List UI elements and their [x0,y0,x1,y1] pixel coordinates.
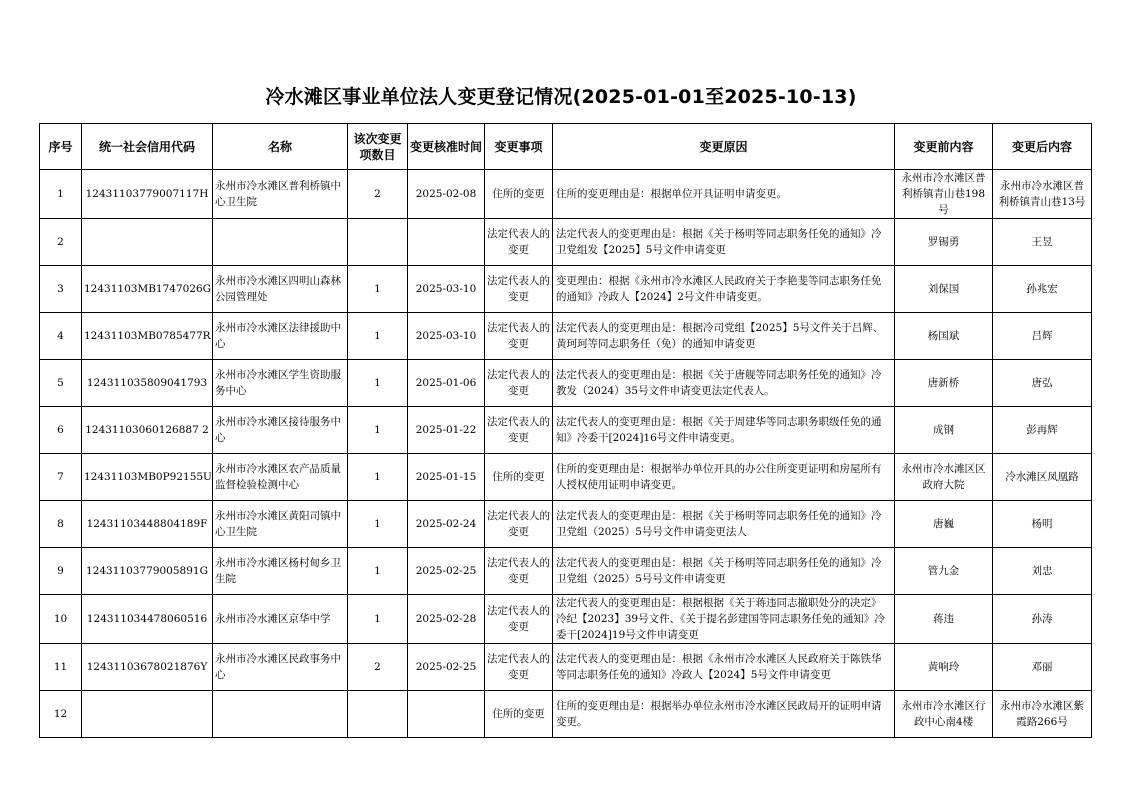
change-reason-cell: 住所的变更理由是：根据举办单位永州市冷水滩区民政局开的证明申请变更。 [553,691,895,738]
row-number: 4 [40,313,82,360]
approval-date-cell [408,691,485,738]
credit-code-cell: 12431103MB0P92155U [82,454,213,501]
content-before-cell: 刘保国 [895,266,993,313]
content-after-cell: 永州市冷水滩区紫霞路266号 [993,691,1092,738]
column-header: 统一社会信用代码 [82,124,213,170]
content-after-cell: 刘忠 [993,548,1092,595]
approval-date-cell: 2025-01-22 [408,407,485,454]
change-count-cell: 2 [348,644,408,691]
change-reason-cell: 法定代表人的变更理由是：根据根据《关于蒋违同志撤职处分的决定》冷纪【2023】39号文件、《关于提名彭建国等同志职务任免的通知》冷委干[2024]19号文件申请变更 [553,595,895,644]
credit-code-cell: 12431103MB1747026G [82,266,213,313]
content-before-cell: 唐新桥 [895,360,993,407]
registration-table [39,123,1092,738]
unit-name-cell: 永州市冷水滩区民政事务中心 [213,644,348,691]
change-count-cell: 1 [348,595,408,644]
change-item-cell: 住所的变更 [485,691,553,738]
credit-code-cell: 12431103060126887 2 [82,407,213,454]
row-number: 12 [40,691,82,738]
content-after-cell: 王昱 [993,219,1092,266]
content-after-cell: 吕辉 [993,313,1092,360]
unit-name-cell: 永州市冷水滩区学生资助服务中心 [213,360,348,407]
content-before-cell: 永州市冷水滩区区政府大院 [895,454,993,501]
content-after-cell: 彭再辉 [993,407,1092,454]
change-count-cell: 1 [348,313,408,360]
row-number: 9 [40,548,82,595]
change-reason-cell: 法定代表人的变更理由是：根据《关于唐舰等同志职务任免的通知》冷教发（2024）35号文件申请变更法定代表人。 [553,360,895,407]
table-row [40,219,1092,266]
credit-code-cell: 12431103448804189F [82,501,213,548]
change-item-cell: 法定代表人的变更 [485,360,553,407]
column-header: 变更核准时间 [408,124,485,170]
unit-name-cell: 永州市冷水滩区四明山森林公园管理处 [213,266,348,313]
content-before-cell: 管九金 [895,548,993,595]
content-before-cell: 唐巍 [895,501,993,548]
table-row [40,360,1092,407]
table-row [40,454,1092,501]
change-item-cell: 法定代表人的变更 [485,501,553,548]
approval-date-cell: 2025-02-25 [408,548,485,595]
row-number: 11 [40,644,82,691]
content-before-cell: 蒋违 [895,595,993,644]
credit-code-cell: 12431103678021876Y [82,644,213,691]
column-header: 序号 [40,124,82,170]
table-row [40,644,1092,691]
change-item-cell: 住所的变更 [485,170,553,219]
credit-code-cell [82,219,213,266]
content-before-cell: 黄响玲 [895,644,993,691]
row-number: 2 [40,219,82,266]
table-row [40,170,1092,219]
row-number: 1 [40,170,82,219]
content-after-cell: 唐弘 [993,360,1092,407]
credit-code-cell: 12431103MB0785477R [82,313,213,360]
table-row [40,691,1092,738]
column-header: 名称 [213,124,348,170]
row-number: 6 [40,407,82,454]
content-after-cell: 邓丽 [993,644,1092,691]
change-item-cell: 法定代表人的变更 [485,644,553,691]
approval-date-cell: 2025-02-08 [408,170,485,219]
approval-date-cell: 2025-02-28 [408,595,485,644]
content-after-cell: 孙涛 [993,595,1092,644]
row-number: 5 [40,360,82,407]
change-reason-cell: 法定代表人的变更理由是：根据《永州市冷水滩区人民政府关于陈铁华等同志职务任免的通知》冷政人【2024】5号文件申请变更 [553,644,895,691]
change-reason-cell: 变更理由：根据《永州市冷水滩区人民政府关于李艳斐等同志职务任免的通知》冷政人【2024】2号文件申请变更。 [553,266,895,313]
change-reason-cell: 法定代表人的变更理由是：根据《关于杨明等同志职务任免的通知》冷卫党组发【2025】5号文件申请变更 [553,219,895,266]
unit-name-cell: 永州市冷水滩区普利桥镇中心卫生院 [213,170,348,219]
change-reason-cell: 住所的变更理由是：根据单位开具证明申请变更。 [553,170,895,219]
credit-code-cell: 124311034478060516 [82,595,213,644]
change-reason-cell: 法定代表人的变更理由是：根据冷司党组【2025】5号文件关于吕辉、黄珂珂等同志职务任（免）的通知申请变更 [553,313,895,360]
column-header: 变更事项 [485,124,553,170]
unit-name-cell: 永州市冷水滩区法律援助中心 [213,313,348,360]
change-item-cell: 住所的变更 [485,454,553,501]
table-row [40,266,1092,313]
credit-code-cell [82,691,213,738]
column-header: 变更后内容 [993,124,1092,170]
content-after-cell: 冷水滩区凤凰路 [993,454,1092,501]
content-after-cell: 杨明 [993,501,1092,548]
change-count-cell: 1 [348,548,408,595]
table-row [40,501,1092,548]
row-number: 3 [40,266,82,313]
column-header: 变更原因 [553,124,895,170]
credit-code-cell: 12431103779007117H [82,170,213,219]
unit-name-cell: 永州市冷水滩区杨村甸乡卫生院 [213,548,348,595]
row-number: 7 [40,454,82,501]
table-row [40,595,1092,644]
change-count-cell: 1 [348,407,408,454]
table-row [40,407,1092,454]
content-before-cell: 永州市冷水滩区行政中心南4楼 [895,691,993,738]
change-count-cell: 2 [348,170,408,219]
approval-date-cell: 2025-03-10 [408,266,485,313]
approval-date-cell [408,219,485,266]
approval-date-cell: 2025-02-25 [408,644,485,691]
change-reason-cell: 法定代表人的变更理由是：根据《关于杨明等同志职务任免的通知》冷卫党组（2025）5号号文件申请变更 [553,548,895,595]
content-after-cell: 永州市冷水滩区普利桥镇青山巷13号 [993,170,1092,219]
content-before-cell: 成钢 [895,407,993,454]
unit-name-cell: 永州市冷水滩区接待服务中心 [213,407,348,454]
change-count-cell: 1 [348,454,408,501]
change-reason-cell: 法定代表人的变更理由是：根据《关于杨明等同志职务任免的通知》冷卫党组（2025）5号号文件申请变更法人 [553,501,895,548]
table-row [40,313,1092,360]
unit-name-cell: 永州市冷水滩区农产品质量监督检验检测中心 [213,454,348,501]
change-item-cell: 法定代表人的变更 [485,548,553,595]
change-count-cell: 1 [348,266,408,313]
content-before-cell: 永州市冷水滩区普利桥镇青山巷198号 [895,170,993,219]
approval-date-cell: 2025-01-15 [408,454,485,501]
column-header: 变更前内容 [895,124,993,170]
credit-code-cell: 12431103779005891G [82,548,213,595]
approval-date-cell: 2025-03-10 [408,313,485,360]
unit-name-cell: 永州市冷水滩区京华中学 [213,595,348,644]
row-number: 10 [40,595,82,644]
approval-date-cell: 2025-02-24 [408,501,485,548]
change-count-cell: 1 [348,360,408,407]
change-item-cell: 法定代表人的变更 [485,595,553,644]
change-count-cell [348,219,408,266]
content-before-cell: 罗锡勇 [895,219,993,266]
change-count-cell: 1 [348,501,408,548]
table-body [40,170,1092,738]
unit-name-cell: 永州市冷水滩区黄阳司镇中心卫生院 [213,501,348,548]
change-item-cell: 法定代表人的变更 [485,407,553,454]
table-row [40,548,1092,595]
approval-date-cell: 2025-01-06 [408,360,485,407]
column-header: 该次变更项数目 [348,124,408,170]
table-header-row [40,124,1092,170]
change-count-cell [348,691,408,738]
change-item-cell: 法定代表人的变更 [485,313,553,360]
row-number: 8 [40,501,82,548]
change-reason-cell: 法定代表人的变更理由是：根据《关于周建华等同志职务职级任免的通知》冷委干[2024]16号文件申请变更。 [553,407,895,454]
page-title: 冷水滩区事业单位法人变更登记情况(2025-01-01至2025-10-13) [265,86,857,108]
content-before-cell: 杨国斌 [895,313,993,360]
change-item-cell: 法定代表人的变更 [485,266,553,313]
credit-code-cell: 124311035809041793 [82,360,213,407]
content-after-cell: 孙兆宏 [993,266,1092,313]
change-item-cell: 法定代表人的变更 [485,219,553,266]
unit-name-cell [213,691,348,738]
unit-name-cell [213,219,348,266]
change-reason-cell: 住所的变更理由是：根据举办单位开具的办公住所变更证明和房屋所有人授权使用证明申请变更。 [553,454,895,501]
